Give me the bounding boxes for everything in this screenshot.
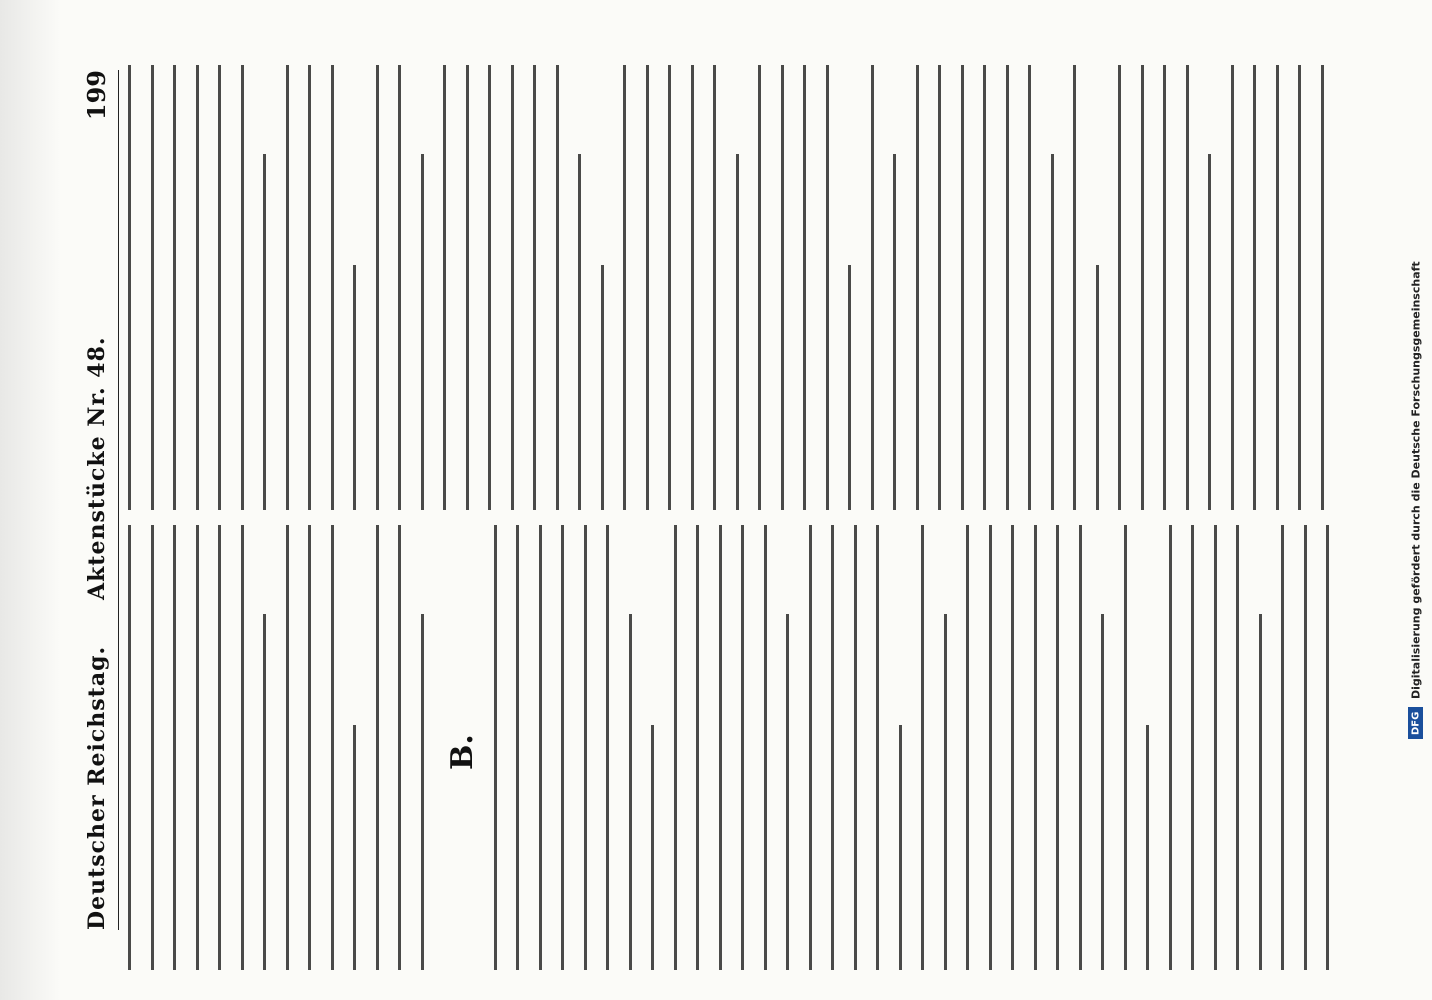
- text-line: [1011, 525, 1014, 970]
- text-line: [196, 525, 199, 970]
- text-line: [871, 65, 874, 510]
- text-line: [1276, 65, 1279, 510]
- text-line: [1208, 154, 1211, 510]
- text-line: [1236, 525, 1239, 970]
- text-line: [1073, 65, 1076, 510]
- text-line: [1118, 65, 1121, 510]
- text-line: [786, 614, 789, 970]
- text-line: [848, 265, 851, 510]
- text-line: [623, 65, 626, 510]
- text-line: [173, 65, 176, 510]
- text-line: [1034, 525, 1037, 970]
- text-line: [831, 525, 834, 970]
- text-line: [668, 65, 671, 510]
- text-line: [938, 65, 941, 510]
- text-line: [376, 65, 379, 510]
- text-line: [556, 65, 559, 510]
- text-line: [286, 65, 289, 510]
- text-line: [128, 525, 131, 970]
- text-line: [1214, 525, 1217, 970]
- text-column-right: [128, 65, 1338, 510]
- text-line: [488, 65, 491, 510]
- text-line: [151, 525, 154, 970]
- text-line: [128, 65, 131, 510]
- text-line: [241, 525, 244, 970]
- text-line: [983, 65, 986, 510]
- text-line: [1191, 525, 1194, 970]
- text-line: [674, 525, 677, 970]
- text-line: [241, 65, 244, 510]
- text-line: [331, 65, 334, 510]
- text-line: [218, 525, 221, 970]
- text-line: [466, 65, 469, 510]
- dfg-logo: DFG: [1409, 707, 1424, 738]
- text-line: [1163, 65, 1166, 510]
- text-line: [1146, 725, 1149, 970]
- text-line: [584, 525, 587, 970]
- text-line: [353, 725, 356, 970]
- text-line: [443, 65, 446, 510]
- text-line: [696, 525, 699, 970]
- text-line: [1006, 65, 1009, 510]
- text-line: [989, 525, 992, 970]
- text-line: [719, 525, 722, 970]
- text-line: [876, 525, 879, 970]
- text-line: [398, 525, 401, 970]
- section-heading: B.: [445, 734, 480, 770]
- text-line: [539, 525, 542, 970]
- text-line: [1186, 65, 1189, 510]
- text-line: [1326, 525, 1329, 970]
- text-line: [1304, 525, 1307, 970]
- text-line: [601, 265, 604, 510]
- text-line: [421, 154, 424, 510]
- text-line: [758, 65, 761, 510]
- text-line: [736, 154, 739, 510]
- text-line: [308, 65, 311, 510]
- text-line: [713, 65, 716, 510]
- text-line: [196, 65, 199, 510]
- text-line: [421, 614, 424, 970]
- text-line: [533, 65, 536, 510]
- text-line: [899, 725, 902, 970]
- text-line: [1079, 525, 1082, 970]
- text-line: [1124, 525, 1127, 970]
- text-line: [578, 154, 581, 510]
- text-line: [606, 525, 609, 970]
- text-line: [781, 65, 784, 510]
- text-line: [263, 154, 266, 510]
- text-column-left: [128, 525, 1338, 970]
- page-number: 199: [82, 70, 111, 121]
- text-line: [1096, 265, 1099, 510]
- text-line: [921, 525, 924, 970]
- text-line: [629, 614, 632, 970]
- text-line: [1141, 65, 1144, 510]
- header-publication: Deutscher Reichstag.: [84, 645, 110, 930]
- text-line: [741, 525, 744, 970]
- text-line: [511, 65, 514, 510]
- text-line: [1028, 65, 1031, 510]
- credit-text: Digitalisierung gefördert durch die Deutsche Forschungsgemeinschaft: [1409, 261, 1423, 700]
- text-line: [646, 65, 649, 510]
- text-line: [218, 65, 221, 510]
- text-line: [764, 525, 767, 970]
- text-line: [854, 525, 857, 970]
- text-line: [826, 65, 829, 510]
- rotated-sheet: [50, 0, 1370, 1000]
- text-line: [398, 65, 401, 510]
- text-line: [286, 525, 289, 970]
- text-line: [1101, 614, 1104, 970]
- text-line: [376, 525, 379, 970]
- text-line: [893, 154, 896, 510]
- text-line: [1321, 65, 1324, 510]
- text-line: [494, 525, 497, 970]
- text-line: [966, 525, 969, 970]
- text-line: [353, 265, 356, 510]
- text-line: [1051, 154, 1054, 510]
- text-line: [1298, 65, 1301, 510]
- text-line: [308, 525, 311, 970]
- text-line: [1056, 525, 1059, 970]
- page-header: [78, 70, 119, 930]
- text-line: [944, 614, 947, 970]
- text-line: [809, 525, 812, 970]
- text-line: [151, 65, 154, 510]
- text-line: [691, 65, 694, 510]
- text-line: [173, 525, 176, 970]
- text-line: [561, 525, 564, 970]
- text-line: [1281, 525, 1284, 970]
- text-line: [1253, 65, 1256, 510]
- text-line: [263, 614, 266, 970]
- digitization-credit: [1402, 10, 1430, 990]
- text-line: [516, 525, 519, 970]
- text-line: [331, 525, 334, 970]
- text-line: [803, 65, 806, 510]
- text-line: [961, 65, 964, 510]
- text-line: [1231, 65, 1234, 510]
- text-line: [916, 65, 919, 510]
- text-line: [1259, 614, 1262, 970]
- text-line: [651, 725, 654, 970]
- header-document-number: Aktenstücke Nr. 48.: [84, 336, 110, 600]
- text-line: [1169, 525, 1172, 970]
